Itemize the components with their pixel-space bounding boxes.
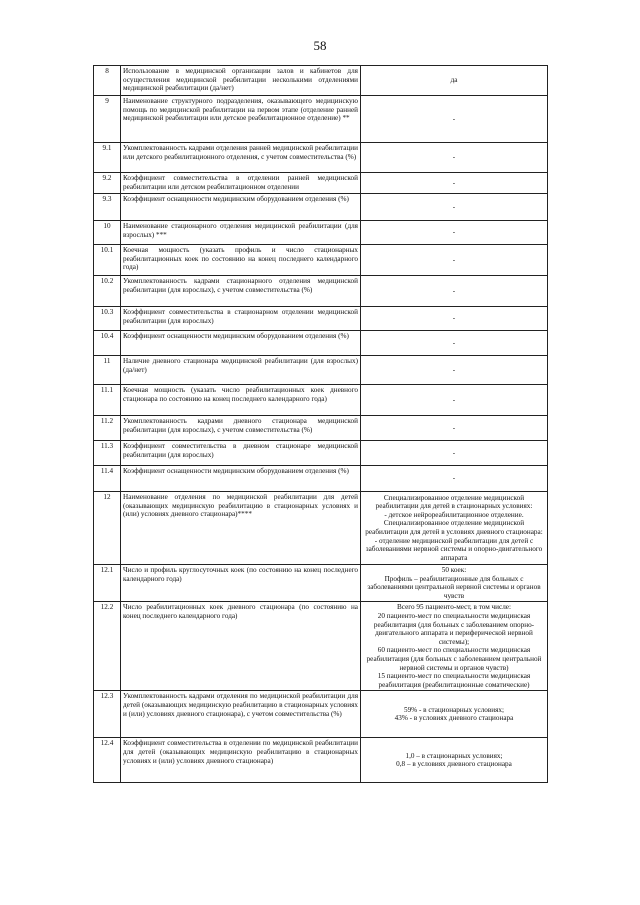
row-indicator: Коэффициент совместительства в стационарном отделении медицинской реабилитации (для взрослых) — [121, 307, 361, 331]
row-indicator: Коечная мощность (указать число реабилитационных коек дневного стационара по состоянию на конец последнего календарного года) — [121, 385, 361, 416]
row-number: 11.2 — [94, 416, 121, 441]
row-number: 10.2 — [94, 276, 121, 307]
row-indicator: Укомплектованность кадрами отделения ранней медицинской реабилитации или детского реабилитационного отделения, с учетом совместительства (%) — [121, 143, 361, 173]
value-line: - — [452, 314, 456, 323]
row-number: 12.1 — [94, 565, 121, 602]
row-value — [361, 416, 548, 441]
value-line: Всего 95 пациенто-мест, в том числе: — [397, 603, 511, 612]
row-value — [361, 245, 548, 276]
row-number: 12.3 — [94, 691, 121, 738]
row-value — [361, 466, 548, 492]
table-row — [94, 441, 548, 466]
row-number: 12 — [94, 492, 121, 565]
row-indicator: Укомплектованность кадрами отделения по медицинской реабилитации для детей (оказывающих медицинскую реабилитацию в стационарных условиях и (или) условиях дневного стационара), с учетом совместительства (%) — [121, 691, 361, 738]
row-number: 11.1 — [94, 385, 121, 416]
value-line: Специализированное отделение медицинской реабилитации для детей в условиях дневного стационара: — [365, 519, 543, 536]
row-value — [361, 276, 548, 307]
row-indicator: Коечная мощность (указать профиль и число стационарных реабилитационных коек по состоянию на конец последнего календарного года) — [121, 245, 361, 276]
row-number: 11.3 — [94, 441, 121, 466]
table-row — [94, 492, 548, 565]
row-number: 8 — [94, 66, 121, 96]
row-indicator: Коэффициент оснащенности медицинским оборудованием отделения (%) — [121, 331, 361, 356]
rehab-info-table — [93, 65, 548, 783]
value-line: - детское нейрореабилитационное отделение. — [384, 510, 524, 519]
table-row — [94, 602, 548, 691]
value-line: - отделение медицинской реабилитации для детей с заболеваниями нервной системы и опорно-двигательного аппарата — [365, 536, 543, 562]
row-value — [361, 492, 548, 565]
value-line: - — [452, 395, 456, 404]
row-indicator: Коэффициент совместительства в отделении по медицинской реабилитации для детей (оказывающих медицинскую реабилитацию в стационарных условиях и (или) условиях дневного стационара) — [121, 738, 361, 783]
row-value — [361, 385, 548, 416]
row-indicator: Укомплектованность кадрами стационарного отделения медицинской реабилитации (для взрослых), с учетом совместительства (%) — [121, 276, 361, 307]
table-row — [94, 66, 548, 96]
row-indicator: Коэффициент совместительства в отделении ранней медицинской реабилитации или детском реабилитационном отделении — [121, 173, 361, 194]
value-line: 0,8 – в условиях дневного стационара — [396, 760, 512, 769]
value-line: Специализированное отделение медицинской реабилитации для детей в стационарных условиях: — [375, 493, 533, 511]
value-line: - — [452, 114, 456, 123]
row-value — [361, 307, 548, 331]
row-number: 10.1 — [94, 245, 121, 276]
row-number: 10.3 — [94, 307, 121, 331]
row-value — [361, 194, 548, 221]
table-row — [94, 738, 548, 783]
table-row — [94, 221, 548, 245]
row-number: 9.2 — [94, 173, 121, 194]
table-row — [94, 307, 548, 331]
row-number: 12.2 — [94, 602, 121, 691]
table-row — [94, 565, 548, 602]
row-value — [361, 738, 548, 783]
row-indicator: Коэффициент оснащенности медицинским оборудованием отделения (%) — [121, 194, 361, 221]
table-row — [94, 96, 548, 143]
table-row — [94, 331, 548, 356]
value-line: - — [452, 178, 456, 187]
value-line: 43% - в условиях дневного стационара — [394, 714, 514, 723]
row-number: 10 — [94, 221, 121, 245]
row-indicator: Наименование структурного подразделения, оказывающего медицинскую помощь по медицинской реабилитации на первом этапе (отделение ранней медицинской реабилитации или детское реабилитационное отделение) ** — [121, 96, 361, 143]
value-line: - — [452, 202, 456, 211]
row-number: 9.3 — [94, 194, 121, 221]
row-value — [361, 441, 548, 466]
row-value — [361, 173, 548, 194]
table-row — [94, 143, 548, 173]
row-indicator: Наличие дневного стационара медицинской реабилитации (для взрослых) (да/нет) — [121, 356, 361, 385]
page-number: 58 — [313, 38, 327, 53]
value-line: - — [452, 423, 456, 432]
row-indicator: Наименование стационарного отделения медицинской реабилитации (для взрослых) *** — [121, 221, 361, 245]
table-row — [94, 245, 548, 276]
value-line: Профиль – реабилитационные для больных с заболеваниями центральной нервной системы и органов чувств — [367, 574, 541, 600]
value-line: - — [452, 286, 456, 295]
row-value — [361, 602, 548, 691]
table-row — [94, 466, 548, 492]
value-line: - — [452, 338, 456, 347]
value-line: - — [452, 448, 456, 457]
row-indicator: Использование в медицинской организации залов и кабинетов для осуществления медицинской реабилитации несколькими отделениями медицинской реабилитации (да/нет) — [121, 66, 361, 96]
table-row — [94, 385, 548, 416]
row-value — [361, 96, 548, 143]
value-line: да — [450, 76, 458, 85]
value-line: - — [452, 365, 456, 374]
table-row — [94, 356, 548, 385]
row-number: 11.4 — [94, 466, 121, 492]
row-value — [361, 66, 548, 96]
value-line: 59% - в стационарных условиях; — [403, 705, 505, 714]
row-indicator: Коэффициент совместительства в дневном стационаре медицинской реабилитации (для взрослых) — [121, 441, 361, 466]
table-row — [94, 276, 548, 307]
row-number: 10.4 — [94, 331, 121, 356]
row-indicator: Число реабилитационных коек дневного стационара (по состоянию на конец последнего календарного года) — [121, 602, 361, 691]
value-line: - — [452, 255, 456, 264]
table-row — [94, 173, 548, 194]
table-row — [94, 194, 548, 221]
value-line: 60 пациенто-мест по специальности медицинская реабилитация (для больных с заболеванием центральной нервной системы и органов чувств) — [366, 646, 542, 672]
row-indicator: Укомплектованность кадрами дневного стационара медицинской реабилитации (для взрослых), с учетом совместительства (%) — [121, 416, 361, 441]
table-row — [94, 691, 548, 738]
row-indicator: Число и профиль круглосуточных коек (по состоянию на конец последнего календарного года) — [121, 565, 361, 602]
row-number: 9 — [94, 96, 121, 143]
row-number: 11 — [94, 356, 121, 385]
value-line: - — [452, 153, 456, 162]
row-value — [361, 565, 548, 602]
row-number: 9.1 — [94, 143, 121, 173]
row-value — [361, 331, 548, 356]
value-line: - — [452, 228, 456, 237]
row-number: 12.4 — [94, 738, 121, 783]
value-line: 15 пациенто-мест по специальности медицинская реабилитация (реабилитационные соматические) — [377, 672, 531, 689]
row-value — [361, 691, 548, 738]
value-line: - — [452, 474, 456, 483]
value-line: 50 коек: — [441, 566, 467, 574]
row-value — [361, 221, 548, 245]
row-value — [361, 356, 548, 385]
row-indicator: Наименование отделения по медицинской реабилитации для детей (оказывающих медицинскую реабилитацию в стационарных условиях и (или) условиях дневного стационара)**** — [121, 492, 361, 565]
row-indicator: Коэффициент оснащенности медицинским оборудованием отделения (%) — [121, 466, 361, 492]
table-row — [94, 416, 548, 441]
row-value — [361, 143, 548, 173]
value-line: 20 пациенто-мест по специальности медицинская реабилитация (для больных с заболеванием опорно-двигательного аппарата и периферической нервной системы); — [373, 611, 535, 646]
value-line: 1,0 – в стационарных условиях; — [405, 751, 503, 760]
